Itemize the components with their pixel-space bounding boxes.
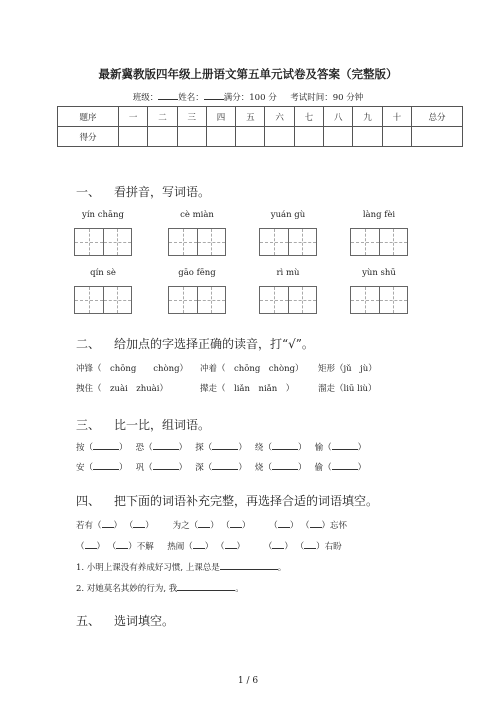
score-header-cell: 七: [294, 107, 323, 127]
idiom-row: 若有（ ） （ ） 为之（ ） （ ） （ ） （ ）忘怀: [76, 521, 348, 531]
score-cell: [353, 127, 382, 147]
character: 巩: [135, 463, 145, 473]
score-cell: [324, 127, 353, 147]
section4-heading: [76, 492, 378, 509]
idiom-part: 为之: [172, 521, 190, 531]
reading-item: 冲着（ chōng chòng）: [200, 364, 304, 374]
score-cell: [119, 127, 148, 147]
sentence-text: 2. 对她莫名其妙的行为, 我: [76, 584, 178, 594]
answer-blank[interactable]: [272, 469, 298, 470]
answer-blank[interactable]: [212, 449, 238, 450]
answer-blank[interactable]: [153, 469, 179, 470]
reading-item: 撵走（ liǎn niǎn ）: [200, 384, 295, 394]
answer-blank[interactable]: [332, 469, 358, 470]
score-cell: [236, 127, 265, 147]
reading-item: 矩形（jǔ jù）: [318, 364, 377, 374]
tian-grid[interactable]: [74, 286, 132, 314]
character: 烧: [254, 463, 264, 473]
tian-grid[interactable]: [74, 228, 132, 256]
section3-heading: [76, 416, 210, 433]
score-header-cell: 八: [324, 107, 353, 127]
score-table: [57, 106, 463, 147]
section5-title: 选词填空。: [114, 614, 175, 628]
answer-blank[interactable]: [193, 548, 205, 549]
section1-number: 一、: [76, 185, 101, 199]
idiom-part: 不解: [136, 542, 154, 552]
reading-item: 冲锋（ chōng chòng）: [76, 364, 189, 374]
answer-blank[interactable]: [272, 548, 284, 549]
answer-blank[interactable]: [304, 548, 316, 549]
section2-heading: [76, 335, 314, 352]
character: 愉: [314, 443, 324, 453]
tian-grid[interactable]: [350, 228, 408, 256]
character: 按: [76, 443, 85, 453]
section3-number: 三、: [76, 418, 101, 432]
section2-number: 二、: [76, 337, 101, 351]
answer-blank[interactable]: [310, 527, 322, 528]
answer-blank[interactable]: [198, 527, 210, 528]
character: 恐: [135, 443, 145, 453]
tian-grid[interactable]: [259, 286, 317, 314]
character: 深: [195, 463, 204, 473]
answer-blank[interactable]: [272, 449, 298, 450]
pinyin-label: yuán gù: [270, 210, 306, 220]
answer-blank[interactable]: [93, 449, 119, 450]
answer-blank[interactable]: [85, 548, 97, 549]
pinyin-label: gāo fēng: [178, 268, 216, 278]
answer-blank[interactable]: [133, 527, 145, 528]
class-label: 班级：: [132, 93, 159, 103]
answer-blank[interactable]: [153, 449, 179, 450]
pinyin-label: cè miàn: [180, 210, 214, 220]
score-header-cell: 九: [353, 107, 382, 127]
pinyin-label: yùn shū: [362, 268, 396, 278]
word-group-row: 安（ ） 巩（ ） 深（ ） 烧（ ） 偷（ ）: [76, 463, 367, 473]
section5-heading: [76, 612, 174, 629]
score-cell: [177, 127, 206, 147]
score-table-score-row: [58, 127, 463, 147]
character: 探: [195, 443, 204, 453]
score-header-cell: 六: [265, 107, 294, 127]
idiom-part: 忘怀: [330, 521, 348, 531]
score-header-cell: 二: [148, 107, 177, 127]
tian-grid[interactable]: [350, 286, 408, 314]
answer-blank[interactable]: [212, 469, 238, 470]
answer-blank[interactable]: [116, 548, 128, 549]
name-label: 姓名：: [178, 93, 204, 103]
section4-number: 四、: [76, 494, 101, 508]
section4-title: 把下面的词语补充完整，再选择合适的词语填空。: [114, 494, 379, 508]
score-row-label: 得分: [58, 127, 119, 147]
answer-blank[interactable]: [220, 569, 278, 570]
character: 安: [76, 463, 85, 473]
score-header-cell: 总分: [412, 107, 463, 127]
answer-blank[interactable]: [177, 590, 235, 591]
section1-heading: [76, 183, 210, 200]
score-header-cell: 一: [119, 107, 148, 127]
score-cell: [412, 127, 463, 147]
score-cell: [148, 127, 177, 147]
character: 绕: [254, 443, 264, 453]
score-header-cell: 四: [206, 107, 235, 127]
tian-grid[interactable]: [168, 286, 226, 314]
pinyin-label: làng fèi: [362, 210, 396, 220]
answer-blank[interactable]: [93, 469, 119, 470]
name-blank: [204, 90, 224, 100]
word-group-row: 按（ ） 恐（ ） 探（ ） 绕（ ） 愉（ ）: [76, 443, 367, 453]
sentence-text: 1. 小明上课没有养成好习惯, 上课总是: [76, 563, 220, 573]
page-number: 1 / 6: [237, 676, 259, 686]
score-header-cell: 题序: [58, 107, 119, 127]
idiom-part: 若有: [76, 521, 94, 531]
pinyin-label: rì mù: [276, 268, 300, 278]
score-label: 满分：100 分: [223, 93, 277, 103]
score-table-header-row: [58, 107, 463, 127]
idiom-part: 热闹: [167, 542, 185, 552]
tian-grid[interactable]: [259, 228, 317, 256]
section2-title: 给加点的字选择正确的读音，打“√”。: [114, 337, 314, 351]
score-cell: [294, 127, 323, 147]
class-blank: [158, 90, 178, 100]
answer-blank[interactable]: [278, 527, 290, 528]
character: 偷: [314, 463, 324, 473]
pinyin-label: yín chāng: [82, 210, 124, 220]
score-header-cell: 五: [236, 107, 265, 127]
idiom-part: 右盼: [324, 542, 342, 552]
score-cell: [206, 127, 235, 147]
answer-blank[interactable]: [102, 527, 114, 528]
answer-blank[interactable]: [225, 548, 237, 549]
reading-item: 拽住（ zuài zhuài）: [76, 384, 168, 394]
idiom-row: （ ） （ ）不解 热闹（ ） （ ） （ ） （ ）右盼: [76, 542, 342, 552]
score-cell: [265, 127, 294, 147]
section1-title: 看拼音，写词语。: [114, 185, 211, 199]
answer-blank[interactable]: [230, 527, 242, 528]
score-header-cell: 三: [177, 107, 206, 127]
score-header-cell: 十: [382, 107, 411, 127]
pinyin-label: qín sè: [90, 268, 116, 278]
document-title: 最新冀教版四年级上册语文第五单元试卷及答案（完整版）: [98, 67, 398, 81]
fill-sentence: 2. 对她莫名其妙的行为, 我 。: [76, 584, 244, 594]
fill-sentence: 1. 小明上课没有养成好习惯, 上课总是 。: [76, 563, 287, 573]
score-cell: [382, 127, 411, 147]
section3-title: 比一比，组词语。: [114, 418, 211, 432]
reading-item: 溜走（liū liù）: [318, 384, 377, 394]
exam-meta: [0, 90, 496, 103]
tian-grid[interactable]: [168, 228, 226, 256]
section5-number: 五、: [76, 614, 101, 628]
time-label: 考试时间：90 分钟: [290, 93, 364, 103]
answer-blank[interactable]: [332, 449, 358, 450]
